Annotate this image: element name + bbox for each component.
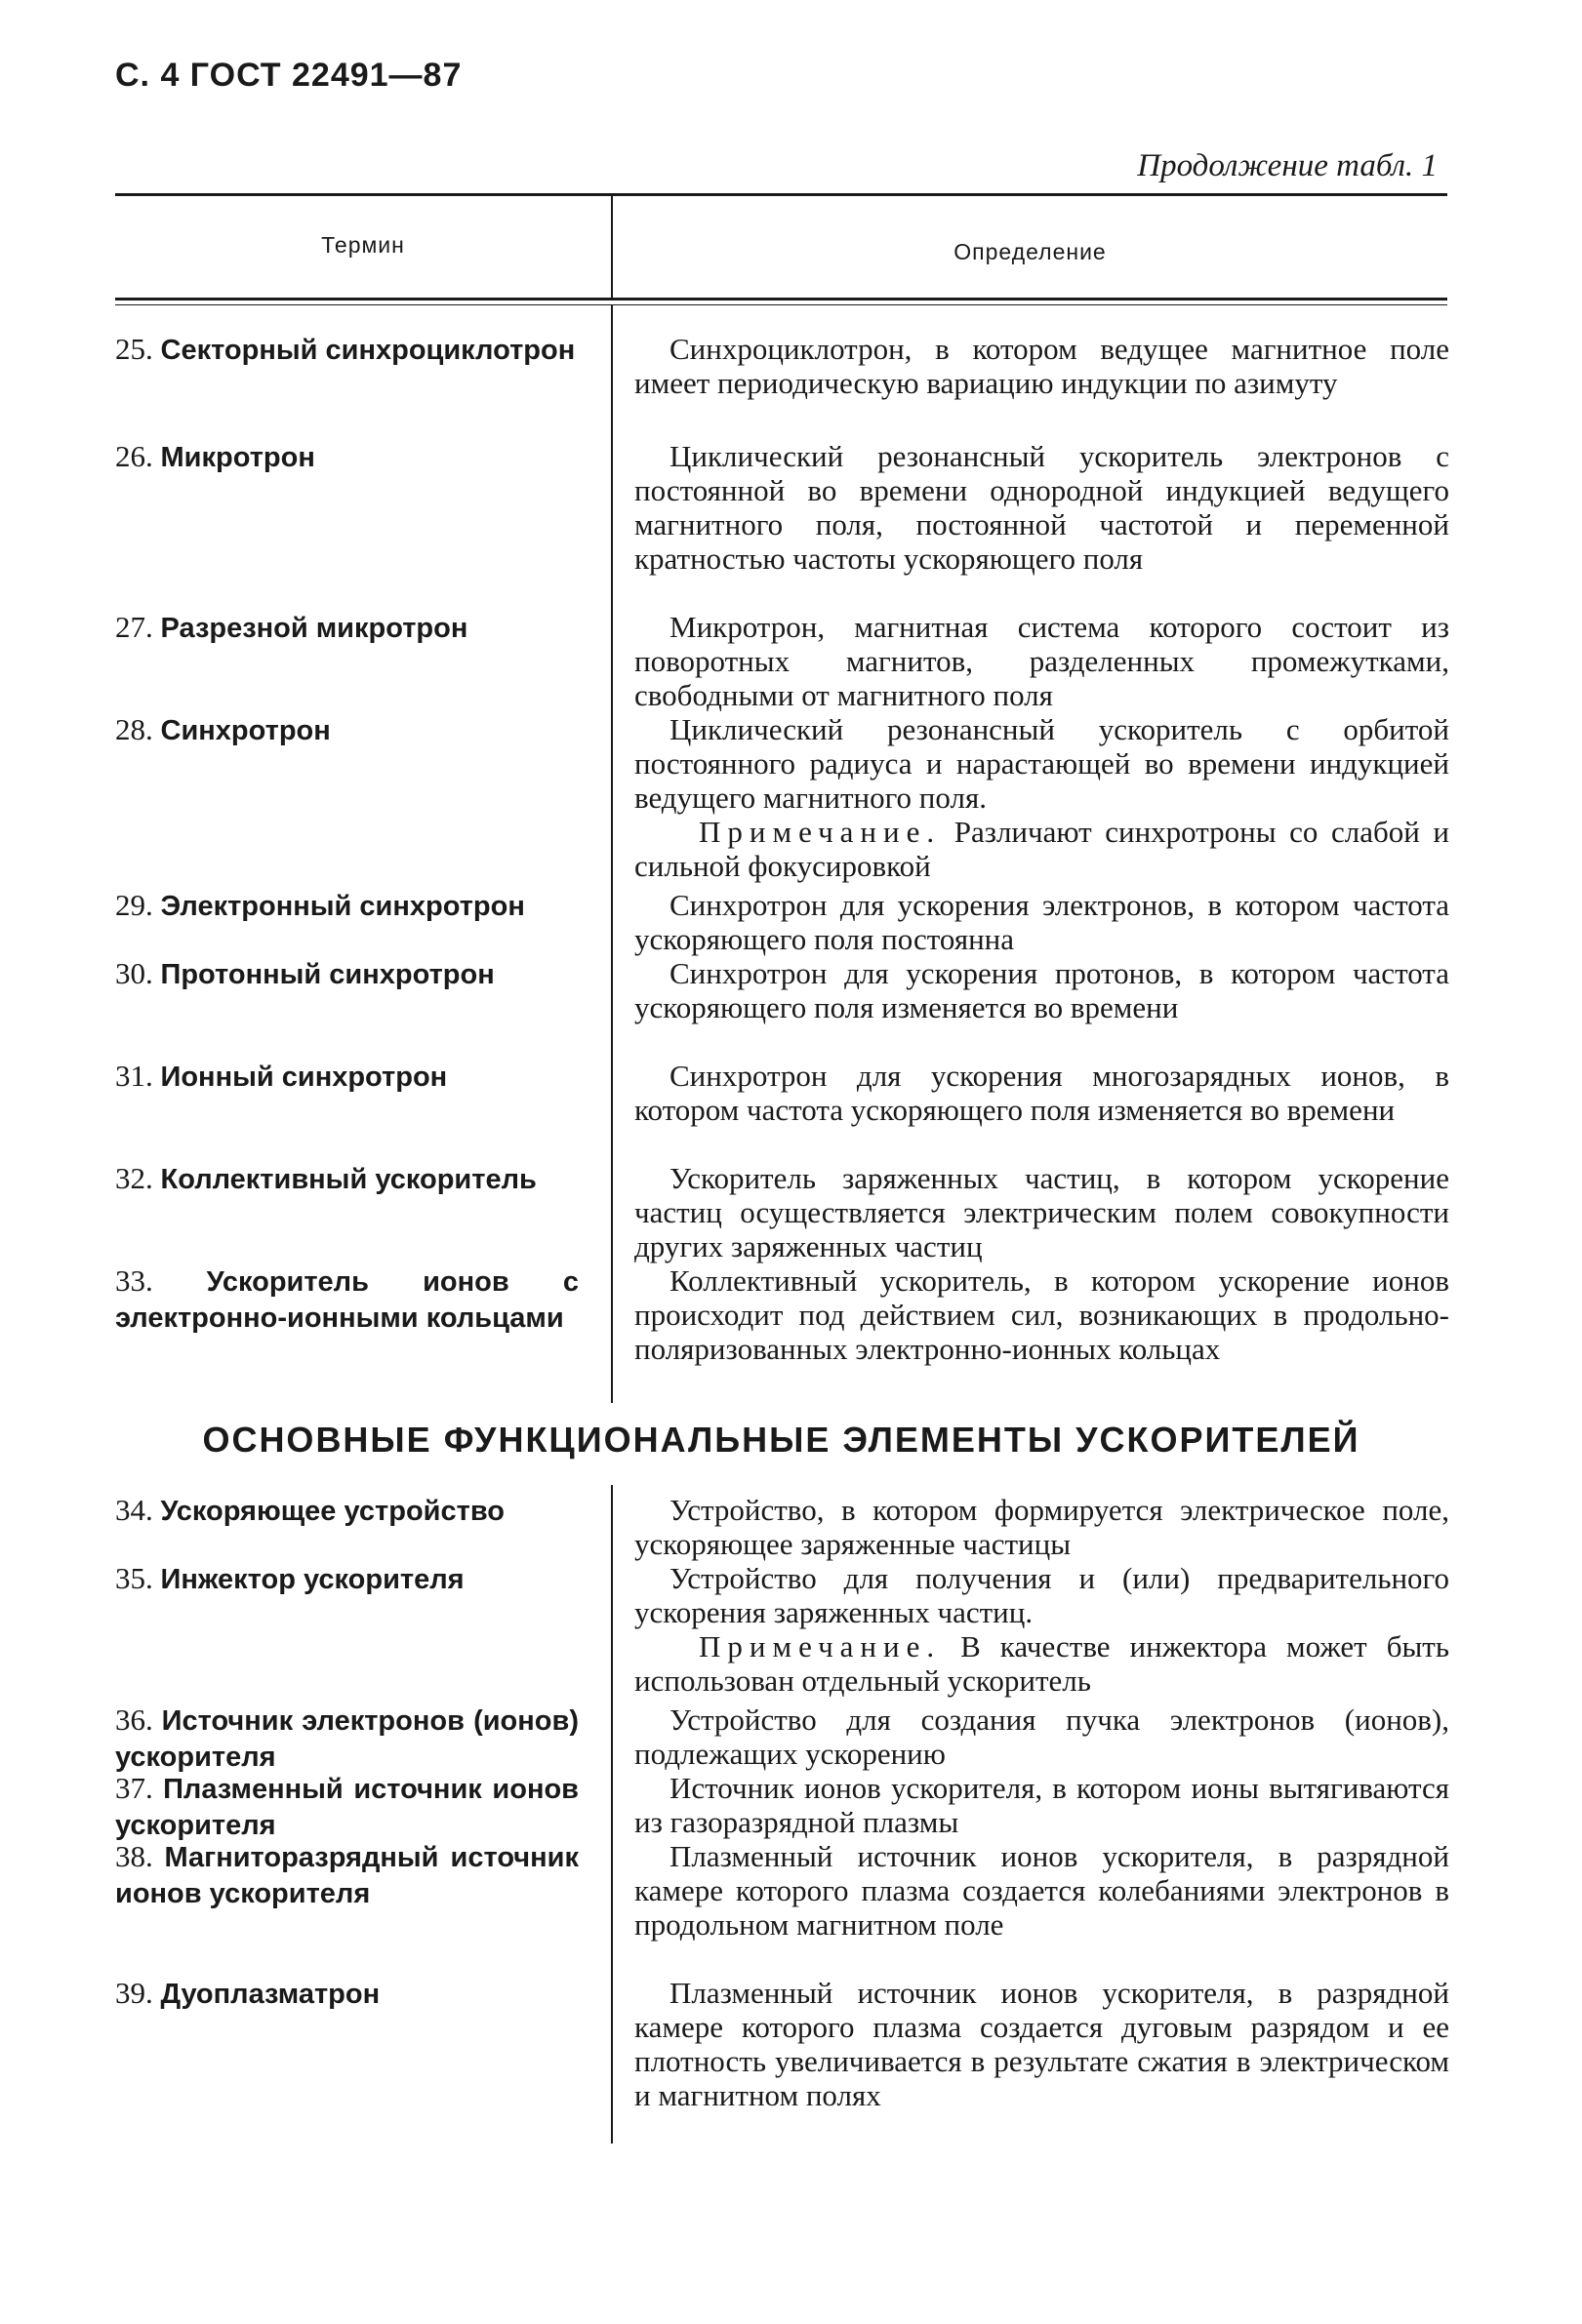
term: 31. Ионный синхротрон <box>115 1059 448 1093</box>
definition: Устройство для создания пучка электронов (ионов), подлежащих ускорению <box>634 1703 1449 1771</box>
header-bottom-rule <box>115 298 1447 301</box>
definition: Плазменный источник ионов ускорителя, в разрядной камере которого плазма создается дуговым разрядом и ее плотность увеличивается в результате сжатия в электрическом и магнитном полях <box>634 1976 1449 2112</box>
column-divider <box>611 1485 613 2144</box>
term: 38. Магниторазрядный источник ионов ускорителя <box>115 1839 579 1909</box>
term: 30. Протонный синхротрон <box>115 956 495 990</box>
table-continuation-label: Продолжение табл. 1 <box>1137 148 1438 183</box>
definition: Коллективный ускоритель, в котором ускорение ионов происходит под действием сил, возникающих в продольно-поляризованных электронно-ионных кольцах <box>634 1263 1449 1366</box>
term: 28. Синхротрон <box>115 712 331 746</box>
section-title: ОСНОВНЫЕ ФУНКЦИОНАЛЬНЫЕ ЭЛЕМЕНТЫ УСКОРИТЕЛЕЙ <box>202 1420 1360 1460</box>
column-header-term: Термин <box>321 232 405 258</box>
column-divider <box>611 305 613 1403</box>
definition: Синхроциклотрон, в котором ведущее магнитное поле имеет периодическую вариацию индукции по азимуту <box>634 332 1449 400</box>
page-header: С. 4 ГОСТ 22491—87 <box>115 57 463 94</box>
term: 29. Электронный синхротрон <box>115 888 525 922</box>
term: 35. Инжектор ускорителя <box>115 1561 465 1595</box>
definition: Ускоритель заряженных частиц, в котором ускорение частиц осуществляется электрическим полем совокупности других заряженных частиц <box>634 1161 1449 1263</box>
term: 25. Секторный синхроциклотрон <box>115 332 576 366</box>
definition: Устройство, в котором формируется электрическое поле, ускоряющее заряженные частицы <box>634 1493 1449 1561</box>
definition: Микротрон, магнитная система которого состоит из поворотных магнитов, разделенных промежутками, свободными от магнитного поля <box>634 610 1449 712</box>
term: 26. Микротрон <box>115 439 315 473</box>
header-bottom-rule-thin <box>115 304 1447 305</box>
note: Примечание. В качестве инжектора может быть использован отдельный ускоритель <box>634 1629 1449 1698</box>
definition: Циклический резонансный ускоритель электронов с постоянной во времени однородной индукцией ведущего магнитного поля, постоянной частотой и переменной кратностью частоты ускоряющего поля <box>634 439 1449 576</box>
term: 34. Ускоряющее устройство <box>115 1493 505 1527</box>
table-top-rule <box>115 193 1447 196</box>
definition: Плазменный источник ионов ускорителя, в разрядной камере которого плазма создается колебаниями электронов в продольном магнитном поле <box>634 1839 1449 1942</box>
term: 33. Ускоритель ионов с электронно-ионными кольцами <box>115 1263 580 1334</box>
definition: Циклический резонансный ускоритель с орбитой постоянного радиуса и нарастающей во времени индукцией ведущего магнитного поля. <box>634 712 1449 815</box>
term: 37. Плазменный источник ионов ускорителя <box>115 1771 580 1841</box>
note: Примечание. Различают синхротроны со слабой и сильной фокусировкой <box>634 815 1450 883</box>
term: 27. Разрезной микротрон <box>115 610 468 644</box>
term: 32. Коллективный ускоритель <box>115 1161 537 1195</box>
definition: Синхротрон для ускорения протонов, в котором частота ускоряющего поля изменяется во времени <box>634 956 1449 1024</box>
term: 36. Источник электронов (ионов) ускорителя <box>115 1703 579 1773</box>
definition: Устройство для получения и (или) предварительного ускорения заряженных частиц. <box>634 1561 1449 1629</box>
column-header-definition: Определение <box>953 239 1107 264</box>
definition: Синхротрон для ускорения многозарядных ионов, в котором частота ускоряющего поля изменяется во времени <box>634 1059 1449 1127</box>
definition: Синхротрон для ускорения электронов, в котором частота ускоряющего поля постоянна <box>634 888 1449 956</box>
term: 39. Дуоплазматрон <box>115 1976 381 2010</box>
definition: Источник ионов ускорителя, в котором ионы вытягиваются из газоразрядной плазмы <box>634 1771 1449 1839</box>
